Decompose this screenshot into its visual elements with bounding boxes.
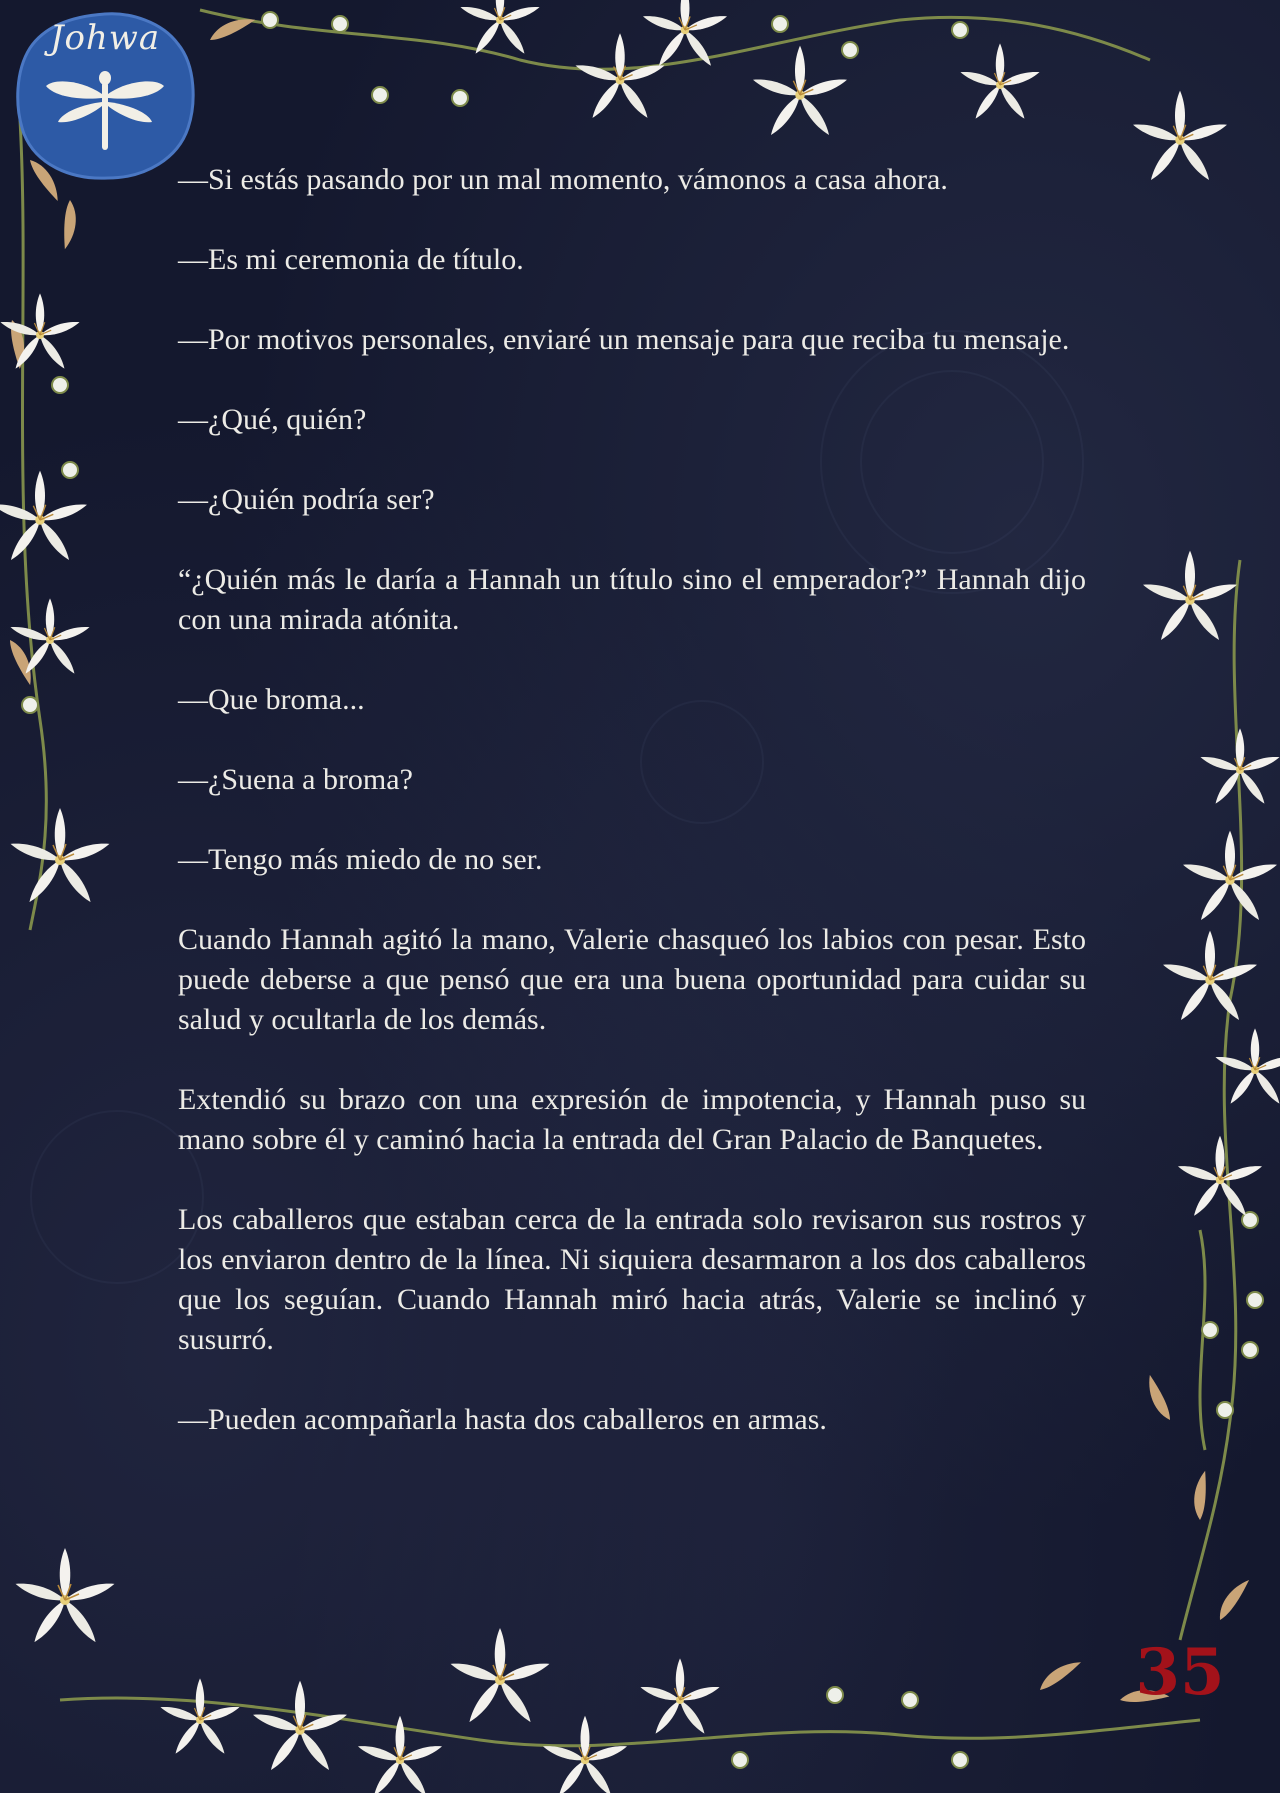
logo-text: Johwa	[49, 18, 161, 58]
paragraph: Extendió su brazo con una expresión de impotencia, y Hannah puso su mano sobre él y caminó hacia la entrada del Gran Palacio de Banquetes.	[178, 1083, 1086, 1156]
story-text	[178, 160, 1086, 1480]
paragraph: —¿Quién podría ser?	[178, 483, 435, 516]
page-number: 35	[1135, 1635, 1225, 1710]
paragraph: “¿Quién más le daría a Hannah un título sino el emperador?” Hannah dijo con una mirada atónita.	[178, 563, 1086, 636]
paragraph: —Tengo más miedo de no ser.	[178, 843, 543, 876]
paragraph: Los caballeros que estaban cerca de la entrada solo revisaron sus rostros y los enviaron dentro de la línea. Ni siquiera desarmaron a los dos caballeros que los seguían. Cuando Hannah miró hacia atrás, Valerie se inclinó y susurró.	[178, 1203, 1086, 1356]
paragraph: Cuando Hannah agitó la mano, Valerie chasqueó los labios con pesar. Esto puede deberse a que pensó que era una buena oportunidad para cuidar su salud y ocultarla de los demás.	[178, 923, 1086, 1036]
paragraph: —Que broma...	[178, 683, 365, 716]
paragraph: —Es mi ceremonia de título.	[178, 243, 524, 276]
paragraph: —¿Qué, quién?	[178, 403, 367, 436]
paragraph: —Por motivos personales, enviaré un mensaje para que reciba tu mensaje.	[178, 323, 1070, 356]
johwa-logo	[12, 8, 198, 184]
paragraph: —¿Suena a broma?	[178, 763, 413, 796]
paragraph: —Si estás pasando por un mal momento, vámonos a casa ahora.	[178, 163, 948, 196]
paragraph: —Pueden acompañarla hasta dos caballeros en armas.	[178, 1403, 827, 1436]
